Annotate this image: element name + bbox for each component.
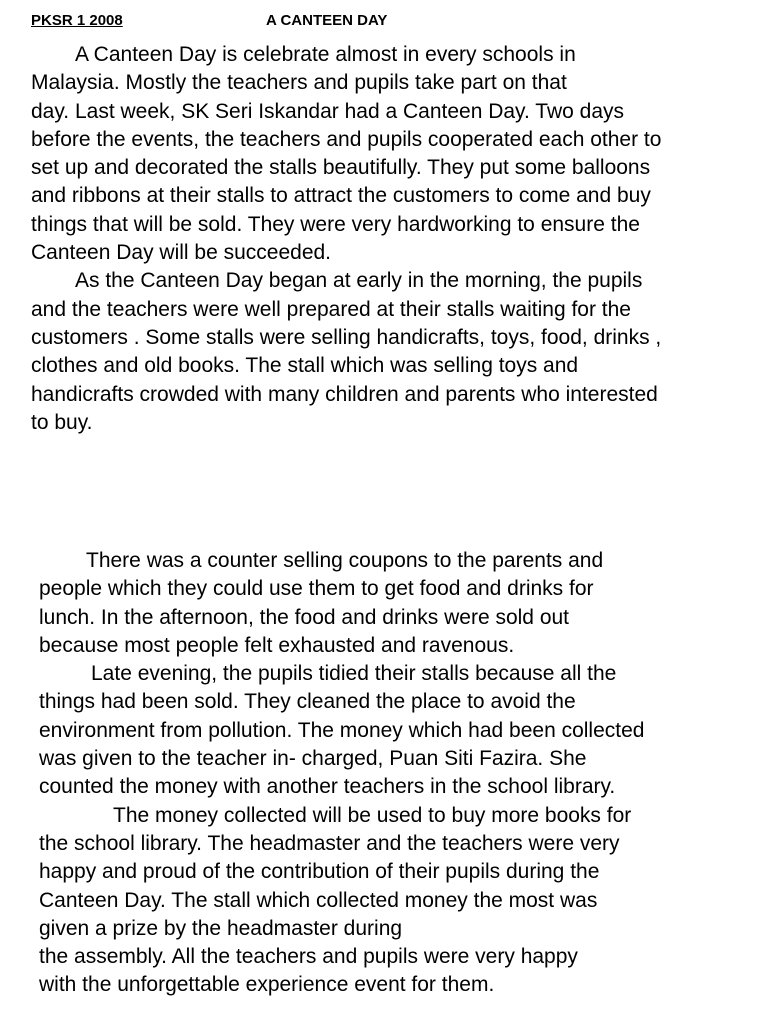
text-line: things had been sold. They cleaned the place to avoid the	[39, 690, 576, 714]
text-line: and the teachers were well prepared at their stalls waiting for the	[31, 297, 631, 321]
text-line: day. Last week, SK Seri Iskandar had a Canteen Day. Two days	[31, 99, 624, 123]
text-line: There was a counter selling coupons to the parents and	[86, 549, 604, 572]
text-line: environment from pollution. The money which had been collected	[39, 718, 645, 742]
text-line: Canteen Day will be succeeded.	[31, 241, 332, 265]
text-line: happy and proud of the contribution of their pupils during the	[39, 860, 600, 884]
essay-section-1	[31, 41, 751, 437]
text-line: the assembly. All the teachers and pupils were very happy	[39, 945, 578, 969]
text-line: Malaysia. Mostly the teachers and pupils take part on that	[31, 71, 567, 95]
text-line: lunch. In the afternoon, the food and drinks were sold out	[39, 605, 570, 629]
text-line: Canteen Day. The stall which collected money the most was	[39, 888, 598, 912]
text-line: A Canteen Day is celebrate almost in every schools in	[75, 43, 576, 66]
text-line: was given to the teacher in- charged, Puan Siti Fazira. She	[39, 747, 587, 771]
text-line: before the events, the teachers and pupils cooperated each other to	[31, 127, 662, 151]
text-line: set up and decorated the stalls beautifully. They put some balloons	[31, 156, 651, 180]
text-line: the school library. The headmaster and the teachers were very	[39, 831, 620, 855]
text-line: handicrafts crowded with many children and parents who interested	[31, 382, 658, 406]
text-line: and ribbons at their stalls to attract the customers to come and buy	[31, 184, 651, 208]
text-line: people which they could use them to get food and drinks for	[39, 577, 594, 601]
text-line: given a prize by the headmaster during	[39, 916, 403, 940]
text-line: clothes and old books. The stall which was selling toys and	[31, 354, 579, 378]
document-header	[31, 11, 388, 31]
text-line: because most people felt exhausted and ravenous.	[39, 633, 515, 657]
text-line: to buy.	[31, 410, 93, 434]
exam-code: PKSR 1 2008	[31, 12, 123, 29]
text-line: with the unforgettable experience event for them.	[39, 973, 495, 997]
text-line: customers . Some stalls were selling handicrafts, toys, food, drinks ,	[31, 325, 662, 349]
text-line: The money collected will be used to buy more books for	[113, 803, 632, 827]
document-title: A CANTEEN DAY	[266, 12, 388, 29]
text-line: Late evening, the pupils tidied their stalls because all the	[91, 662, 617, 686]
essay-section-2	[39, 547, 749, 1000]
text-line: things that will be sold. They were very hardworking to ensure the	[31, 212, 640, 236]
text-line: As the Canteen Day began at early in the morning, the pupils	[75, 269, 643, 293]
text-line: counted the money with another teachers in the school library.	[39, 775, 616, 799]
